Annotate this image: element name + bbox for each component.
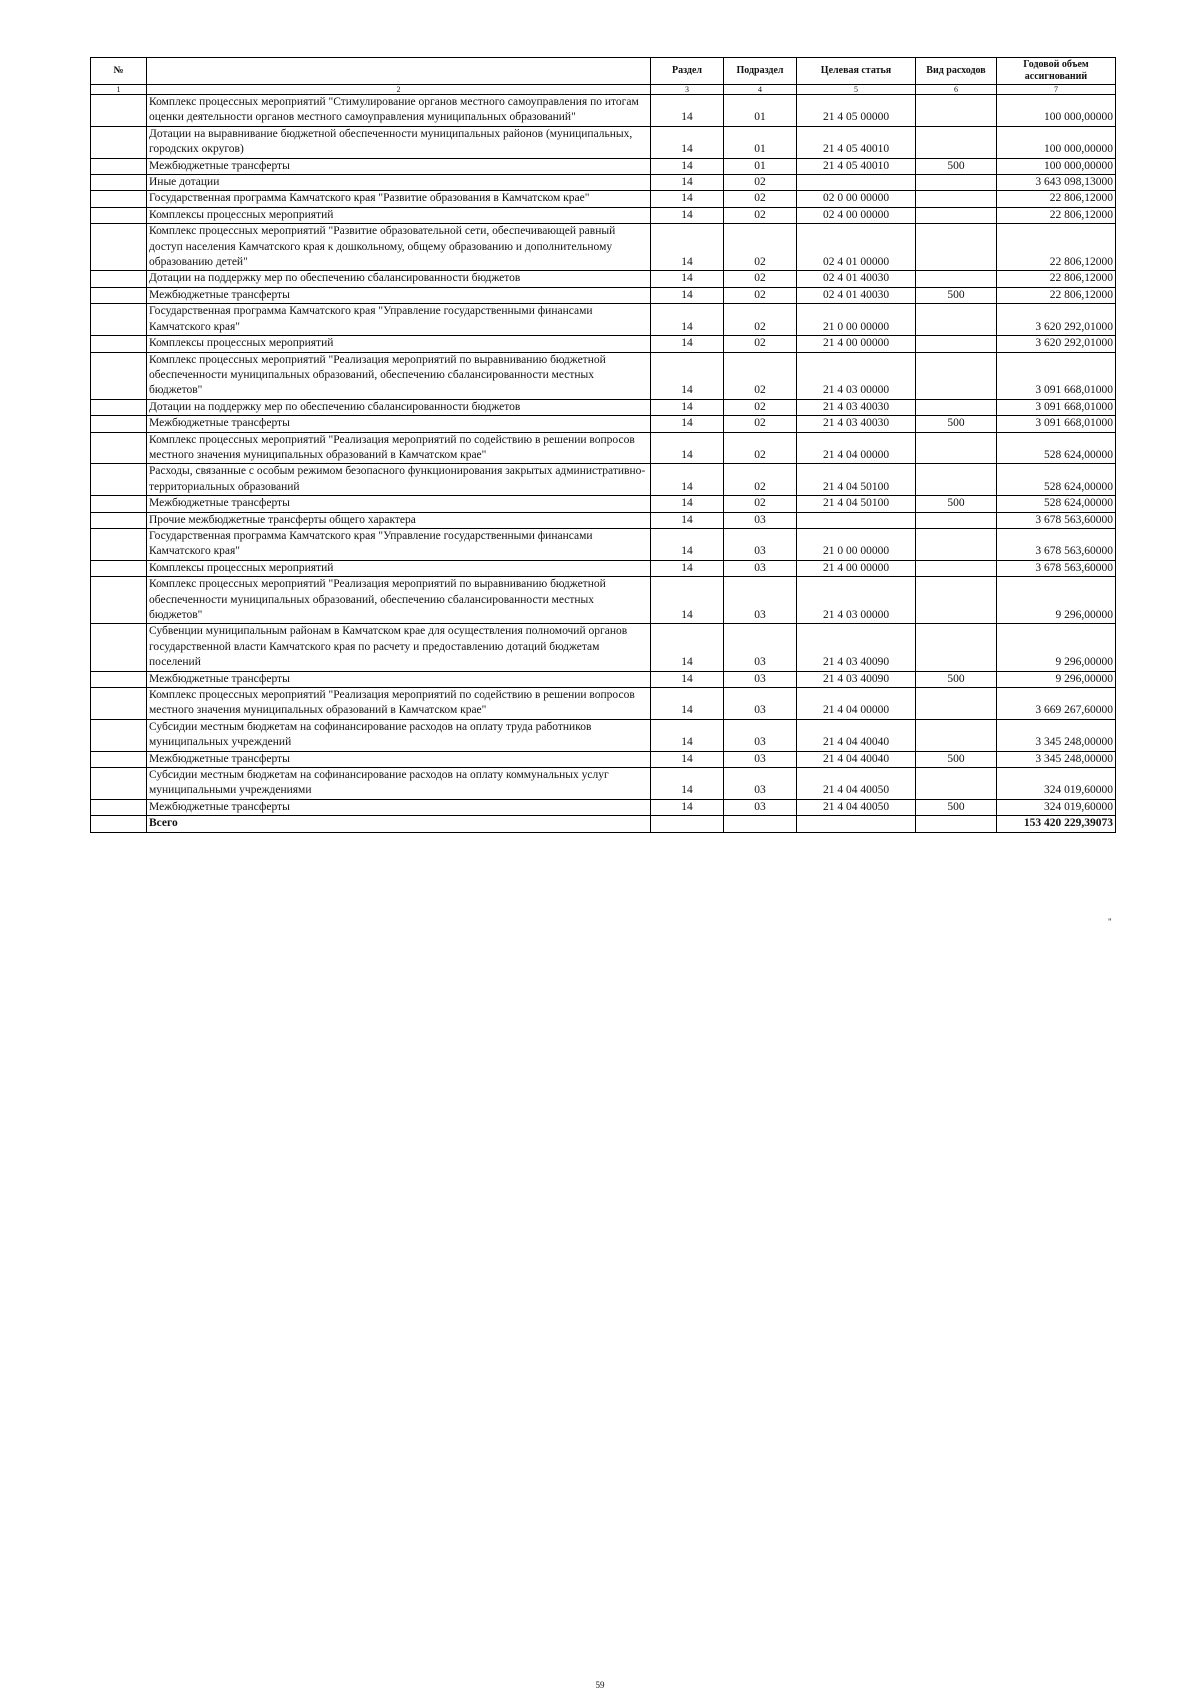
row-razdel: 14 xyxy=(651,671,724,687)
row-razdel: 14 xyxy=(651,304,724,336)
row-name: Дотации на выравнивание бюджетной обеспеченности муниципальных районов (муниципальных, городских округов) xyxy=(147,126,651,158)
total-cell-empty xyxy=(797,816,916,832)
row-name: Комплекс процессных мероприятий "Стимулирование органов местного самоуправления по итогам оценки деятельности органов местного самоуправления муниципальных образований" xyxy=(147,95,651,127)
row-razdel: 14 xyxy=(651,688,724,720)
row-amount: 22 806,12000 xyxy=(997,207,1116,223)
row-name: Дотации на поддержку мер по обеспечению сбалансированности бюджетов xyxy=(147,399,651,415)
header-razdel: Раздел xyxy=(651,58,724,85)
row-amount: 100 000,00000 xyxy=(997,95,1116,127)
row-target-article: 21 4 04 40050 xyxy=(797,768,916,800)
row-razdel: 14 xyxy=(651,560,724,576)
row-number-cell xyxy=(91,126,147,158)
row-number-cell xyxy=(91,496,147,512)
table-row xyxy=(91,496,1116,512)
table-row xyxy=(91,751,1116,767)
row-expense-type xyxy=(916,191,997,207)
row-podrazdel: 03 xyxy=(724,799,797,815)
row-target-article: 21 4 03 40090 xyxy=(797,671,916,687)
header-name xyxy=(147,58,651,85)
row-podrazdel: 02 xyxy=(724,352,797,399)
row-amount: 3 678 563,60000 xyxy=(997,512,1116,528)
row-podrazdel: 02 xyxy=(724,271,797,287)
row-podrazdel: 02 xyxy=(724,287,797,303)
row-target-article: 21 4 03 40030 xyxy=(797,416,916,432)
header-annual-amount: Годовой объем ассигнований xyxy=(997,58,1116,85)
row-number-cell xyxy=(91,624,147,671)
column-number: 7 xyxy=(997,85,1116,95)
table-row xyxy=(91,158,1116,174)
row-number-cell xyxy=(91,399,147,415)
row-amount: 9 296,00000 xyxy=(997,624,1116,671)
row-podrazdel: 02 xyxy=(724,464,797,496)
row-expense-type xyxy=(916,126,997,158)
row-name: Межбюджетные трансферты xyxy=(147,416,651,432)
row-target-article: 21 4 03 00000 xyxy=(797,352,916,399)
row-amount: 9 296,00000 xyxy=(997,671,1116,687)
row-target-article: 21 4 05 40010 xyxy=(797,158,916,174)
row-podrazdel: 02 xyxy=(724,399,797,415)
row-podrazdel: 03 xyxy=(724,688,797,720)
row-podrazdel: 03 xyxy=(724,512,797,528)
row-expense-type: 500 xyxy=(916,496,997,512)
column-number: 4 xyxy=(724,85,797,95)
row-podrazdel: 02 xyxy=(724,432,797,464)
table-row xyxy=(91,432,1116,464)
row-expense-type: 500 xyxy=(916,671,997,687)
row-number-cell xyxy=(91,287,147,303)
row-number-cell xyxy=(91,271,147,287)
row-target-article xyxy=(797,175,916,191)
row-amount: 3 678 563,60000 xyxy=(997,528,1116,560)
row-name: Дотации на поддержку мер по обеспечению сбалансированности бюджетов xyxy=(147,271,651,287)
row-target-article: 21 4 04 40050 xyxy=(797,799,916,815)
row-podrazdel: 02 xyxy=(724,336,797,352)
row-target-article: 21 4 03 40090 xyxy=(797,624,916,671)
table-row xyxy=(91,577,1116,624)
row-number-cell xyxy=(91,464,147,496)
row-expense-type xyxy=(916,688,997,720)
row-expense-type xyxy=(916,224,997,271)
table-header-row xyxy=(91,58,1116,85)
row-number-cell xyxy=(91,304,147,336)
row-amount: 22 806,12000 xyxy=(997,224,1116,271)
row-expense-type xyxy=(916,352,997,399)
row-amount: 3 643 098,13000 xyxy=(997,175,1116,191)
row-target-article: 21 4 04 40040 xyxy=(797,719,916,751)
row-razdel: 14 xyxy=(651,416,724,432)
row-expense-type xyxy=(916,432,997,464)
table-row xyxy=(91,416,1116,432)
table-row xyxy=(91,399,1116,415)
row-amount: 528 624,00000 xyxy=(997,464,1116,496)
table-row xyxy=(91,464,1116,496)
row-amount: 3 091 668,01000 xyxy=(997,352,1116,399)
row-number-cell xyxy=(91,512,147,528)
row-razdel: 14 xyxy=(651,464,724,496)
row-podrazdel: 03 xyxy=(724,768,797,800)
table-row xyxy=(91,95,1116,127)
row-razdel: 14 xyxy=(651,512,724,528)
row-name: Межбюджетные трансферты xyxy=(147,671,651,687)
row-number-cell xyxy=(91,158,147,174)
table-row xyxy=(91,336,1116,352)
table-row xyxy=(91,799,1116,815)
row-amount: 3 669 267,60000 xyxy=(997,688,1116,720)
table-row xyxy=(91,624,1116,671)
row-amount: 3 091 668,01000 xyxy=(997,416,1116,432)
row-razdel: 14 xyxy=(651,624,724,671)
row-amount: 324 019,60000 xyxy=(997,799,1116,815)
row-amount: 528 624,00000 xyxy=(997,432,1116,464)
row-target-article: 21 4 04 50100 xyxy=(797,464,916,496)
row-razdel: 14 xyxy=(651,799,724,815)
row-number-cell xyxy=(91,799,147,815)
row-podrazdel: 01 xyxy=(724,95,797,127)
row-name: Субсидии местным бюджетам на софинансирование расходов на оплату труда работников муниципальных учреждений xyxy=(147,719,651,751)
row-name: Комплекс процессных мероприятий "Реализация мероприятий по содействию в решении вопросов местного значения муниципальных образований в Камчатском крае" xyxy=(147,432,651,464)
row-name: Межбюджетные трансферты xyxy=(147,751,651,767)
row-target-article: 02 4 00 00000 xyxy=(797,207,916,223)
total-cell-empty xyxy=(91,816,147,832)
row-number-cell xyxy=(91,751,147,767)
row-number-cell xyxy=(91,768,147,800)
row-podrazdel: 02 xyxy=(724,416,797,432)
row-razdel: 14 xyxy=(651,399,724,415)
row-amount: 3 620 292,01000 xyxy=(997,304,1116,336)
row-target-article: 21 4 03 40030 xyxy=(797,399,916,415)
row-podrazdel: 03 xyxy=(724,671,797,687)
column-number-row xyxy=(91,85,1116,95)
row-razdel: 14 xyxy=(651,175,724,191)
row-number-cell xyxy=(91,416,147,432)
row-podrazdel: 03 xyxy=(724,751,797,767)
row-number-cell xyxy=(91,560,147,576)
row-amount: 9 296,00000 xyxy=(997,577,1116,624)
row-target-article: 21 4 04 50100 xyxy=(797,496,916,512)
row-amount: 3 345 248,00000 xyxy=(997,751,1116,767)
row-target-article: 21 4 05 00000 xyxy=(797,95,916,127)
row-name: Комплекс процессных мероприятий "Реализация мероприятий по выравниванию бюджетной обеспеченности муниципальных образований, обеспечению сбалансированности местных бюджетов" xyxy=(147,577,651,624)
header-number: № xyxy=(91,58,147,85)
row-number-cell xyxy=(91,95,147,127)
row-number-cell xyxy=(91,352,147,399)
row-name: Государственная программа Камчатского края "Управление государственными финансами Камчатского края" xyxy=(147,528,651,560)
row-expense-type: 500 xyxy=(916,287,997,303)
row-target-article: 21 4 03 00000 xyxy=(797,577,916,624)
row-razdel: 14 xyxy=(651,191,724,207)
table-row xyxy=(91,528,1116,560)
row-target-article xyxy=(797,512,916,528)
row-target-article: 21 4 00 00000 xyxy=(797,336,916,352)
row-expense-type: 500 xyxy=(916,158,997,174)
row-podrazdel: 03 xyxy=(724,528,797,560)
row-podrazdel: 03 xyxy=(724,624,797,671)
row-razdel: 14 xyxy=(651,432,724,464)
table-row xyxy=(91,191,1116,207)
table-row xyxy=(91,352,1116,399)
row-name: Иные дотации xyxy=(147,175,651,191)
row-amount: 3 620 292,01000 xyxy=(997,336,1116,352)
row-expense-type: 500 xyxy=(916,751,997,767)
row-razdel: 14 xyxy=(651,95,724,127)
row-name: Расходы, связанные с особым режимом безопасного функционирования закрытых административно-территориальных образований xyxy=(147,464,651,496)
total-cell-empty xyxy=(724,816,797,832)
row-name: Государственная программа Камчатского края "Управление государственными финансами Камчатского края" xyxy=(147,304,651,336)
row-target-article: 21 4 04 40040 xyxy=(797,751,916,767)
row-number-cell xyxy=(91,191,147,207)
row-number-cell xyxy=(91,528,147,560)
row-podrazdel: 03 xyxy=(724,577,797,624)
table-row xyxy=(91,271,1116,287)
row-name: Субсидии местным бюджетам на софинансирование расходов на оплату коммунальных услуг муниципальными учреждениями xyxy=(147,768,651,800)
row-number-cell xyxy=(91,224,147,271)
table-body xyxy=(91,95,1116,816)
row-expense-type xyxy=(916,624,997,671)
row-razdel: 14 xyxy=(651,271,724,287)
row-expense-type xyxy=(916,512,997,528)
total-amount: 153 420 229,39073 xyxy=(997,816,1116,832)
row-target-article: 21 0 00 00000 xyxy=(797,304,916,336)
row-number-cell xyxy=(91,207,147,223)
row-number-cell xyxy=(91,688,147,720)
row-razdel: 14 xyxy=(651,126,724,158)
column-number: 6 xyxy=(916,85,997,95)
row-number-cell xyxy=(91,432,147,464)
row-target-article: 21 4 04 00000 xyxy=(797,432,916,464)
header-podrazdel: Подраздел xyxy=(724,58,797,85)
row-target-article: 21 4 04 00000 xyxy=(797,688,916,720)
column-number: 3 xyxy=(651,85,724,95)
row-razdel: 14 xyxy=(651,719,724,751)
total-cell-empty xyxy=(651,816,724,832)
row-amount: 100 000,00000 xyxy=(997,126,1116,158)
column-number: 1 xyxy=(91,85,147,95)
row-expense-type xyxy=(916,528,997,560)
table-row xyxy=(91,719,1116,751)
row-amount: 100 000,00000 xyxy=(997,158,1116,174)
row-expense-type xyxy=(916,336,997,352)
row-razdel: 14 xyxy=(651,158,724,174)
row-podrazdel: 01 xyxy=(724,126,797,158)
table-row xyxy=(91,688,1116,720)
table-row xyxy=(91,671,1116,687)
row-number-cell xyxy=(91,577,147,624)
row-expense-type xyxy=(916,207,997,223)
row-podrazdel: 02 xyxy=(724,175,797,191)
row-name: Комплекс процессных мероприятий "Реализация мероприятий по содействию в решении вопросов местного значения муниципальных образований в Камчатском крае" xyxy=(147,688,651,720)
row-number-cell xyxy=(91,719,147,751)
row-podrazdel: 01 xyxy=(724,158,797,174)
row-expense-type: 500 xyxy=(916,799,997,815)
row-name: Комплекс процессных мероприятий "Реализация мероприятий по выравниванию бюджетной обеспеченности муниципальных образований, обеспечению сбалансированности местных бюджетов" xyxy=(147,352,651,399)
row-name: Комплекс процессных мероприятий "Развитие образовательной сети, обеспечивающей равный доступ населения Камчатского края к дошкольному, общему образованию и дополнительному образованию детей" xyxy=(147,224,651,271)
row-number-cell xyxy=(91,336,147,352)
row-amount: 3 091 668,01000 xyxy=(997,399,1116,415)
row-number-cell xyxy=(91,671,147,687)
table-row xyxy=(91,512,1116,528)
row-podrazdel: 03 xyxy=(724,560,797,576)
row-razdel: 14 xyxy=(651,751,724,767)
row-amount: 3 345 248,00000 xyxy=(997,719,1116,751)
row-razdel: 14 xyxy=(651,768,724,800)
row-target-article: 02 4 01 40030 xyxy=(797,271,916,287)
row-name: Комплексы процессных мероприятий xyxy=(147,560,651,576)
row-expense-type xyxy=(916,175,997,191)
row-name: Комплексы процессных мероприятий xyxy=(147,207,651,223)
row-amount: 22 806,12000 xyxy=(997,287,1116,303)
row-number-cell xyxy=(91,175,147,191)
closing-quote-mark: " xyxy=(1108,917,1112,927)
row-expense-type xyxy=(916,560,997,576)
total-label: Всего xyxy=(147,816,651,832)
row-razdel: 14 xyxy=(651,287,724,303)
row-razdel: 14 xyxy=(651,207,724,223)
row-podrazdel: 02 xyxy=(724,496,797,512)
row-name: Межбюджетные трансферты xyxy=(147,496,651,512)
row-expense-type xyxy=(916,719,997,751)
row-expense-type xyxy=(916,399,997,415)
row-razdel: 14 xyxy=(651,224,724,271)
budget-allocation-table xyxy=(90,57,1116,833)
row-expense-type xyxy=(916,271,997,287)
row-amount: 528 624,00000 xyxy=(997,496,1116,512)
row-podrazdel: 02 xyxy=(724,207,797,223)
header-target-article: Целевая статья xyxy=(797,58,916,85)
row-expense-type xyxy=(916,464,997,496)
row-expense-type xyxy=(916,577,997,624)
row-podrazdel: 02 xyxy=(724,304,797,336)
row-target-article: 21 4 00 00000 xyxy=(797,560,916,576)
header-expense-type: Вид расходов xyxy=(916,58,997,85)
page-number: 59 xyxy=(595,1680,605,1690)
row-podrazdel: 03 xyxy=(724,719,797,751)
row-target-article: 02 4 01 00000 xyxy=(797,224,916,271)
row-expense-type: 500 xyxy=(916,416,997,432)
row-amount: 3 678 563,60000 xyxy=(997,560,1116,576)
column-number: 5 xyxy=(797,85,916,95)
row-name: Прочие межбюджетные трансферты общего характера xyxy=(147,512,651,528)
total-row xyxy=(91,816,1116,832)
table-row xyxy=(91,224,1116,271)
row-razdel: 14 xyxy=(651,496,724,512)
row-amount: 22 806,12000 xyxy=(997,271,1116,287)
table-row xyxy=(91,560,1116,576)
table-row xyxy=(91,207,1116,223)
total-cell-empty xyxy=(916,816,997,832)
row-expense-type xyxy=(916,304,997,336)
row-razdel: 14 xyxy=(651,336,724,352)
row-name: Межбюджетные трансферты xyxy=(147,799,651,815)
table-row xyxy=(91,768,1116,800)
row-amount: 324 019,60000 xyxy=(997,768,1116,800)
row-razdel: 14 xyxy=(651,352,724,399)
row-target-article: 21 0 00 00000 xyxy=(797,528,916,560)
table-row xyxy=(91,126,1116,158)
row-podrazdel: 02 xyxy=(724,191,797,207)
row-expense-type xyxy=(916,95,997,127)
table-row xyxy=(91,287,1116,303)
table-row xyxy=(91,304,1116,336)
column-number: 2 xyxy=(147,85,651,95)
row-name: Межбюджетные трансферты xyxy=(147,158,651,174)
row-expense-type xyxy=(916,768,997,800)
table-row xyxy=(91,175,1116,191)
row-podrazdel: 02 xyxy=(724,224,797,271)
row-target-article: 02 4 01 40030 xyxy=(797,287,916,303)
row-target-article: 02 0 00 00000 xyxy=(797,191,916,207)
row-amount: 22 806,12000 xyxy=(997,191,1116,207)
row-name: Межбюджетные трансферты xyxy=(147,287,651,303)
row-razdel: 14 xyxy=(651,528,724,560)
row-name: Комплексы процессных мероприятий xyxy=(147,336,651,352)
row-razdel: 14 xyxy=(651,577,724,624)
row-name: Субвенции муниципальным районам в Камчатском крае для осуществления полномочий органов государственной власти Камчатского края по расчету и предоставлению дотаций бюджетам поселений xyxy=(147,624,651,671)
row-target-article: 21 4 05 40010 xyxy=(797,126,916,158)
row-name: Государственная программа Камчатского края "Развитие образования в Камчатском крае" xyxy=(147,191,651,207)
